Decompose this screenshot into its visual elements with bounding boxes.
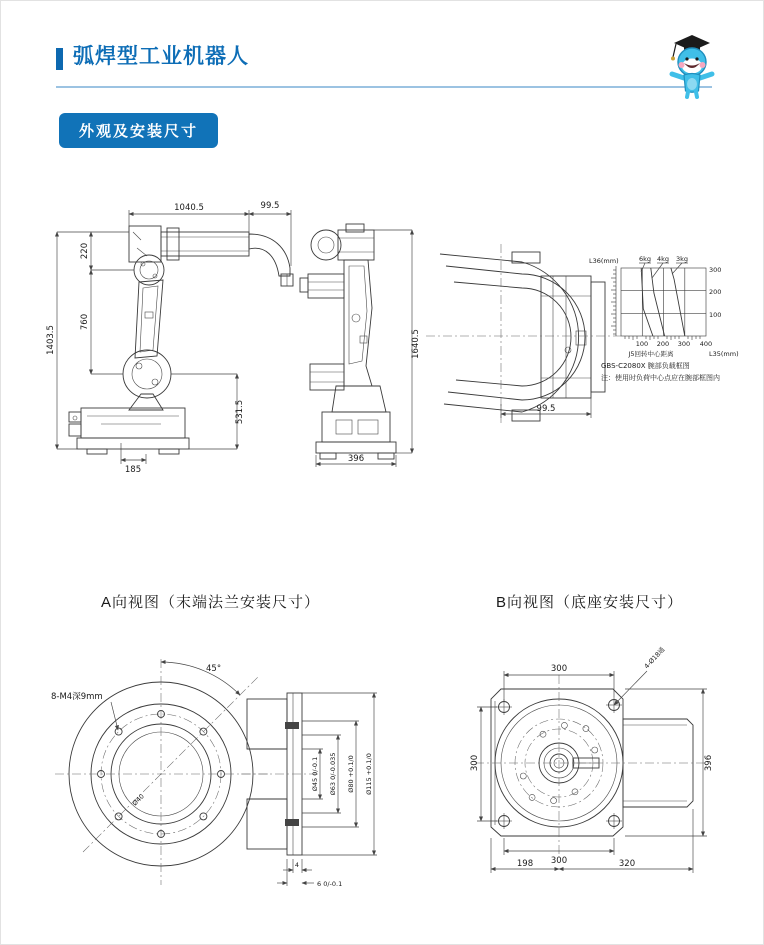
chart-left-ruler [611, 270, 616, 334]
arm-sweep-outline [440, 252, 585, 421]
dim-label-wrist: 99.5 [260, 201, 280, 211]
curve-label-4kg: 4kg [656, 255, 670, 263]
chart-ytick-300: 300 [709, 266, 722, 274]
chart-x-unit: L35(mm) [709, 350, 739, 358]
dim-label-top-offset: 99.5 [536, 404, 556, 414]
front-view-dimensions [316, 230, 412, 467]
chart-grid [621, 268, 706, 336]
dim-label-base-left: 300 [470, 754, 480, 772]
load-chart [589, 255, 739, 382]
pcd-label: Ø40 [130, 792, 146, 808]
dim-label-shoulder: 220 [80, 242, 90, 260]
page-title: 弧焊型工业机器人 [73, 45, 249, 68]
chart-ytick-200: 200 [709, 288, 722, 296]
dim-label-198: 198 [516, 859, 534, 869]
dim-label-base-right: 396 [704, 754, 714, 772]
dim-label-j2-height: 531.5 [235, 399, 245, 425]
base-view-dimensions [477, 671, 707, 873]
dia1-label: Ø45 0/-0.1 [311, 756, 319, 792]
view-a-title: A向视图（末端法兰安装尺寸） [101, 594, 321, 611]
chart-caption-title: GBS-C2080X 腕部负载框图 [601, 362, 690, 370]
dim-label-front-height: 1640.5 [411, 329, 421, 359]
chart-caption-note: 注：使用时负荷中心点应在腕部框图内 [601, 374, 720, 382]
flange-section-view [241, 693, 321, 855]
chart-xtick-300: 300 [677, 340, 691, 348]
dim-label-reach: 1040.5 [174, 203, 204, 213]
chart-x-title: J5回转中心距离 [628, 350, 674, 358]
dim-label-base-top: 300 [550, 664, 568, 674]
robot-side-outline [69, 226, 293, 454]
flange-diag-centerline [83, 676, 259, 852]
thread-note-label: 8-M4深9mm [51, 692, 103, 702]
dia3-label: Ø80 +0.1/0 [347, 755, 355, 793]
header-divider [56, 86, 712, 88]
dim-label-base-offset: 185 [124, 465, 142, 475]
robot-front-outline [300, 224, 396, 459]
chart-xtick-100: 100 [635, 340, 649, 348]
mascot-graphic [671, 35, 712, 97]
title-accent-bar [56, 48, 63, 70]
robot-side-view-drawing [41, 196, 311, 476]
chart-y-unit: L36(mm) [589, 257, 619, 265]
angle-label: 45° [206, 664, 222, 674]
load-curve-3kg [671, 268, 685, 336]
flange-angle-dim [161, 662, 240, 695]
thread-note-leader [111, 702, 118, 730]
chart-xtick-200: 200 [656, 340, 670, 348]
section-badge: 外观及安装尺寸 [59, 113, 218, 148]
depth1-label: 4 [294, 861, 300, 869]
robot-top-view-drawing [426, 236, 756, 441]
chart-xtick-400: 400 [699, 340, 713, 348]
corner-hole [496, 699, 512, 715]
curve-label-6kg: 6kg [638, 255, 652, 263]
chart-ytick-100: 100 [709, 311, 722, 319]
graduate-mascot-icon [651, 27, 717, 99]
view-b-title: B向视图（底座安装尺寸） [496, 594, 684, 611]
load-curve-4kg [651, 268, 665, 336]
curve-label-3kg: 3kg [675, 255, 689, 263]
flange-view-drawing [31, 641, 396, 896]
base-top-outline [541, 276, 605, 398]
base-view-drawing [461, 641, 751, 891]
holes-note-label: 4-Ø18通 [642, 645, 667, 671]
dia4-label: Ø115 +0.1/0 [365, 753, 373, 795]
load-curve-6kg [641, 268, 653, 336]
depth2-label: 6 0/-0.1 [317, 880, 343, 888]
dia2-label: Ø63 0/-0.035 [329, 752, 337, 796]
dim-label-base-bottom: 300 [550, 856, 568, 866]
dim-label-upper-arm: 760 [80, 313, 90, 331]
dim-label-overall-height: 1403.5 [46, 325, 56, 355]
robot-front-view-drawing [296, 216, 431, 474]
dim-label-front-base: 396 [347, 454, 365, 464]
dim-label-320: 320 [618, 859, 636, 869]
corner-hole [606, 813, 622, 829]
corner-hole [496, 813, 512, 829]
load-curves [641, 268, 685, 336]
